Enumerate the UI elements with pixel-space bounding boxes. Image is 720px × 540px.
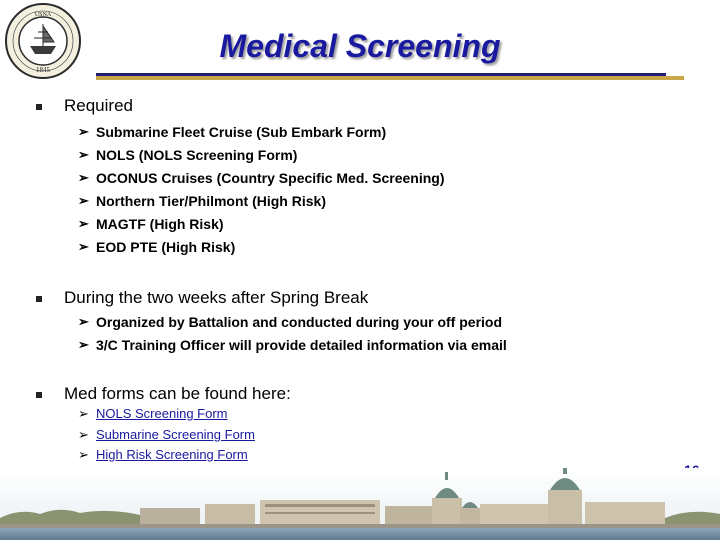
arrow-bullet-icon: ➢ [78,447,89,462]
arrow-bullet-icon: ➢ [78,124,89,139]
arrow-bullet-icon: ➢ [78,147,89,162]
arrow-bullet-icon: ➢ [78,337,89,352]
academy-skyline-image [0,468,720,540]
arrow-bullet-icon: ➢ [78,239,89,254]
section-heading: Med forms can be found here: [64,384,291,403]
arrow-bullet-icon: ➢ [78,406,89,421]
title-rule-gold [96,76,684,80]
high-risk-screening-form-link[interactable]: High Risk Screening Form [96,447,248,462]
seal-year: 1845 [36,66,50,74]
naval-academy-seal-icon [4,2,82,80]
arrow-bullet-icon: ➢ [78,193,89,208]
seal-text: USNA [34,12,52,18]
arrow-bullet-icon: ➢ [78,170,89,185]
square-bullet-icon [36,392,42,398]
section-heading: During the two weeks after Spring Break [64,288,369,307]
nols-screening-form-link[interactable]: NOLS Screening Form [96,406,228,421]
arrow-bullet-icon: ➢ [78,314,89,329]
arrow-bullet-icon: ➢ [78,427,89,442]
section-heading: Required [64,96,133,115]
arrow-bullet-icon: ➢ [78,216,89,231]
square-bullet-icon [36,104,42,110]
page-title: Medical Screening [219,28,501,64]
submarine-screening-form-link[interactable]: Submarine Screening Form [96,427,255,442]
square-bullet-icon [36,296,42,302]
title-rule-blue [96,73,666,76]
